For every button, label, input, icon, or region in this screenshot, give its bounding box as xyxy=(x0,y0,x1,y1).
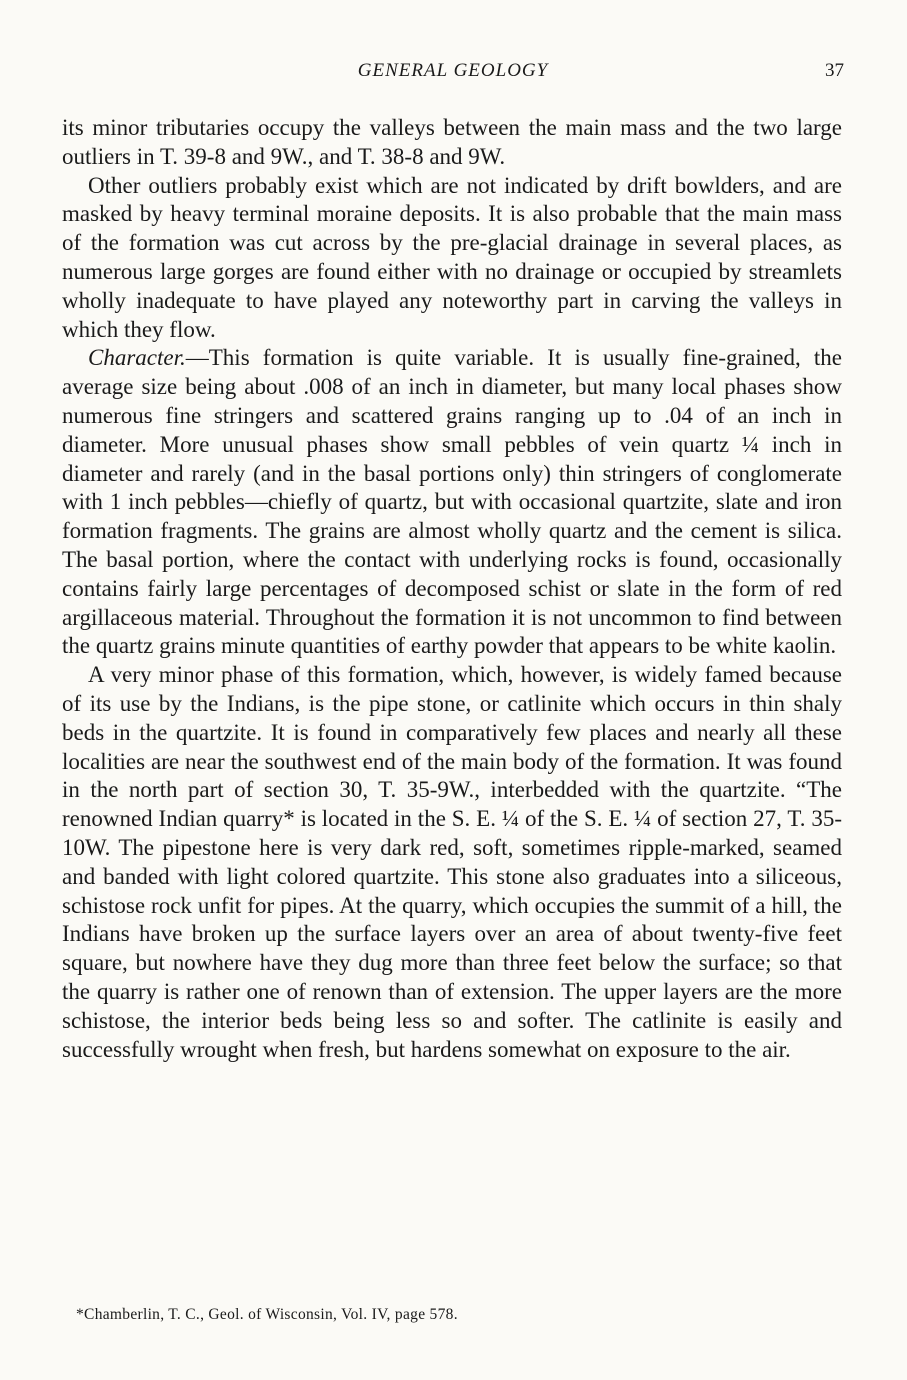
body-text xyxy=(62,114,842,1064)
running-title: GENERAL GEOLOGY xyxy=(357,60,549,81)
paragraph-text: A very minor phase of this formation, which, however, is widely famed because of its use by the Indians, is the pipe stone, or catlinite which occurs in thin shaly beds in the quartzite. It is found in comparatively few places and nearly all these localities are near the southwest end of the main body of the formation. It was found in the north part of section 30, T. 35-9W., interbedded with the quartzite. “The renowned Indian quarry* is located in the S. E. ¼ of the S. E. ¼ of section 27, T. 35-10W. The pipestone here is very dark red, soft, sometimes ripple-marked, seamed and banded with light colored quartzite. This stone also graduates into a siliceous, schistose rock unfit for pipes. At the quarry, which occupies the summit of a hill, the Indians have broken up the surface layers over an area of about twenty-five feet square, but nowhere have they dug more than three feet below the surface; so that the quarry is rather one of renown than of extension. The upper layers are the more schistose, the interior beds being less so and softer. The catlinite is easily and successfully wrought when fresh, but hardens somewhat on exposure to the air. xyxy=(62,662,842,1062)
paragraph-text: its minor tributaries occupy the valleys between the main mass and the two large outliers in T. 39-8 and 9W., and T. 38-8 and 9W. xyxy=(62,115,842,169)
paragraph-character xyxy=(62,344,842,661)
footnote: *Chamberlin, T. C., Geol. of Wisconsin, Vol. IV, page 578. xyxy=(76,1306,458,1323)
paragraph-lead: Character. xyxy=(88,345,186,371)
paragraph-text: —This formation is quite variable. It is usually fine-grained, the average size being about .008 of an inch in diameter, but many local phases show numerous fine stringers and scattered grains ranging up to .04 of an inch in diameter. More unusual phases show small pebbles of vein quartz ¼ inch in diameter and rarely (and in the basal portions only) thin stringers of conglomerate with 1 inch pebbles—chiefly of quartz, but with occasional quartzite, slate and iron formation fragments. The grains are almost wholly quartz and the cement is silica. The basal portion, where the contact with underlying rocks is found, occasionally contains fairly large percentages of decomposed schist or slate in the form of red argillaceous material. Throughout the formation it is not uncommon to find between the quartz grains minute quantities of earthy powder that appears to be white kaolin. xyxy=(62,345,842,659)
paragraph-text: Other outliers probably exist which are not indicated by drift bowlders, and are masked by heavy terminal moraine deposits. It is also probable that the main mass of the formation was cut across by the pre-glacial drainage in several places, as numerous large gorges are found either with no drainage or occupied by streamlets wholly inadequate to have played any noteworthy part in carving the valleys in which they flow. xyxy=(62,172,842,342)
page-number: 37 xyxy=(825,60,844,81)
paragraph-catlinite xyxy=(62,661,842,1064)
paragraph-continuation xyxy=(62,114,842,172)
running-head xyxy=(62,60,844,90)
paragraph-outliers xyxy=(62,172,842,345)
